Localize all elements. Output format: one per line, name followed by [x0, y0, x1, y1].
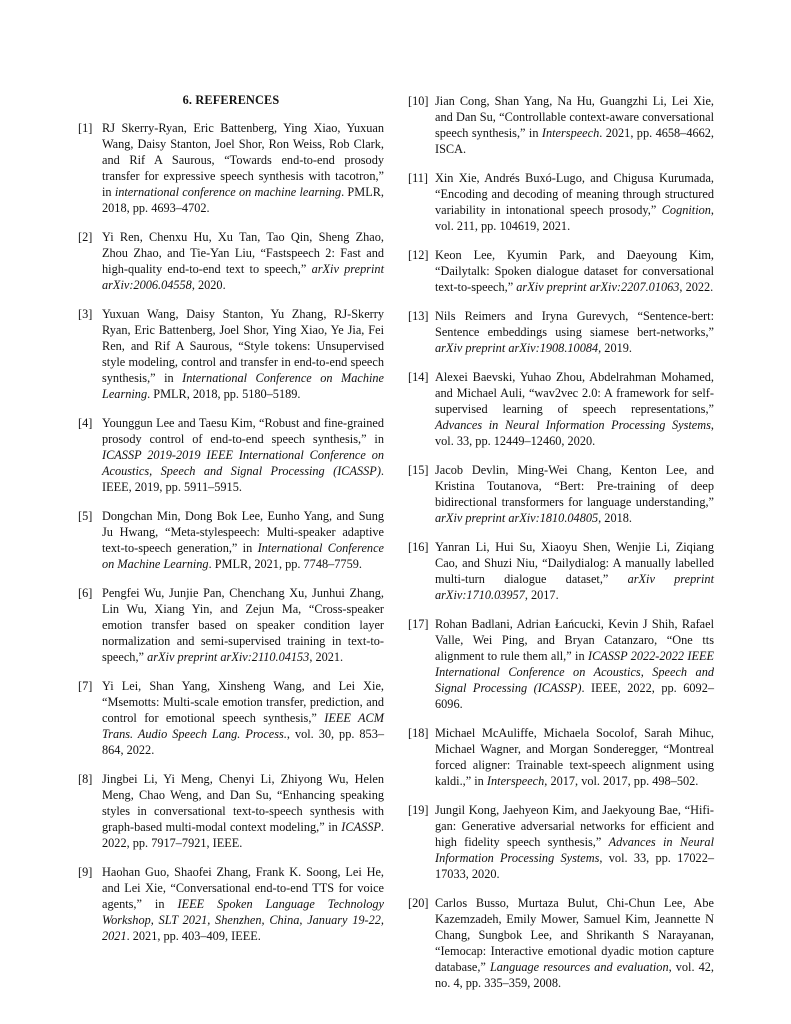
- reference-number: [4]: [78, 416, 93, 430]
- reference-number: [19]: [408, 803, 429, 817]
- reference-number: [8]: [78, 772, 93, 786]
- reference-venue: international conference on machine learning: [114, 185, 342, 199]
- reference-venue: ICASSP 2019-2019 IEEE International Conference on Acoustics, Speech and Signal Processing (ICASSP): [102, 448, 384, 478]
- reference-number: [15]: [408, 463, 429, 477]
- reference-text: Carlos Busso, Murtaza Bulut, Chi-Chun Lee, Abe Kazemzadeh, Emily Mower, Samuel Kim, Jeannette N Chang, Sungbok Lee, and Shrikanth S Narayanan, “Iemocap: Interactive emotional dyadic motion capture database,” Language resources and evaluation, vol. 42, no. 4, pp. 335–359, 2008.: [435, 896, 714, 990]
- reference-number: [14]: [408, 370, 429, 384]
- reference-text: Keon Lee, Kyumin Park, and Daeyoung Kim, “Dailytalk: Spoken dialogue dataset for conversational text-to-speech,” arXiv preprint arXiv:2207.01063, 2022.: [435, 248, 714, 294]
- reference-number: [18]: [408, 726, 429, 740]
- reference-number: [3]: [78, 307, 93, 321]
- reference-venue: Advances in Neural Information Processing Systems: [435, 418, 711, 432]
- reference-number: [6]: [78, 586, 93, 600]
- reference-venue: IEEE Spoken Language Technology Workshop, SLT 2021, Shenzhen, China, January 19-22, 2021: [102, 897, 384, 943]
- reference-number: [13]: [408, 309, 429, 323]
- reference-text: Haohan Guo, Shaofei Zhang, Frank K. Soong, Lei He, and Lei Xie, “Conversational end-to-end TTS for voice agents,” in IEEE Spoken Language Technology Workshop, SLT 2021, Shenzhen, China, January 19-22, 2021. 2021, pp. 403–409, IEEE.: [102, 865, 384, 943]
- reference-8: [78, 771, 384, 851]
- reference-text: Yanran Li, Hui Su, Xiaoyu Shen, Wenjie Li, Ziqiang Cao, and Shuzi Niu, “Dailydialog: A manually labelled multi-turn dialogue dataset,” arXiv preprint arXiv:1710.03957, 2017.: [435, 540, 714, 602]
- reference-venue: Advances in Neural Information Processing Systems: [435, 835, 714, 865]
- reference-9: [78, 864, 384, 944]
- left-column: [78, 93, 384, 957]
- reference-venue: arXiv preprint arXiv:1810.04805: [435, 511, 599, 525]
- reference-text: Yi Lei, Shan Yang, Xinsheng Wang, and Lei Xie, “Msemotts: Multi-scale emotion transfer, prediction, and control for emotional speech synthesis,” IEEE ACM Trans. Audio Speech Lang. Process., vol. 30, pp. 853–864, 2022.: [102, 679, 384, 757]
- reference-1: [78, 120, 384, 216]
- reference-venue: arXiv preprint arXiv:2006.04558: [102, 262, 384, 292]
- reference-venue: IEEE ACM Trans. Audio Speech Lang. Process.: [102, 711, 384, 741]
- reference-text: Xin Xie, Andrés Buxó-Lugo, and Chigusa Kurumada, “Encoding and decoding of meaning through structured variability in intonational speech prosody,” Cognition, vol. 211, pp. 104619, 2021.: [435, 171, 714, 233]
- reference-list-right: [408, 93, 714, 991]
- reference-text: Rohan Badlani, Adrian Łańcucki, Kevin J Shih, Rafael Valle, Wei Ping, and Bryan Catanzaro, “One tts alignment to rule them all,” in ICASSP 2022-2022 IEEE International Conference on Acoustics, Speech and Signal Processing (ICASSP). IEEE, 2022, pp. 6092–6096.: [435, 617, 715, 711]
- reference-venue: ICASSP 2022-2022 IEEE International Conference on Acoustics, Speech and Signal Processing (ICASSP): [435, 649, 714, 695]
- reference-text: Michael McAuliffe, Michaela Socolof, Sarah Mihuc, Michael Wagner, and Morgan Sonderegger, “Montreal forced aligner: Trainable text-speech alignment using kaldi.,” in Interspeech, 2017, vol. 2017, pp. 498–502.: [435, 726, 714, 788]
- reference-venue: International Conference on Machine Learning: [102, 371, 384, 401]
- reference-20: [408, 895, 714, 991]
- reference-11: [408, 170, 714, 234]
- reference-venue: arXiv preprint arXiv:1710.03957: [435, 572, 714, 602]
- reference-text: Yuxuan Wang, Daisy Stanton, Yu Zhang, RJ-Skerry Ryan, Eric Battenberg, Joel Shor, Ying Xiao, Ye Jia, Fei Ren, and Rif A Saurous, “Style tokens: Unsupervised style modeling, control and transfer in end-to-end speech synthesis,” in International Conference on Machine Learning. PMLR, 2018, pp. 5180–5189.: [102, 307, 384, 401]
- reference-number: [11]: [408, 171, 429, 185]
- section-title: 6. REFERENCES: [182, 93, 280, 107]
- reference-6: [78, 585, 384, 665]
- reference-4: [78, 415, 384, 495]
- reference-number: [12]: [408, 248, 429, 262]
- reference-venue: Cognition: [661, 203, 711, 217]
- reference-2: [78, 229, 384, 293]
- reference-number: [17]: [408, 617, 429, 631]
- reference-16: [408, 539, 714, 603]
- reference-number: [5]: [78, 509, 93, 523]
- reference-13: [408, 308, 714, 356]
- reference-venue: Interspeech: [541, 126, 600, 140]
- reference-text: Jingbei Li, Yi Meng, Chenyi Li, Zhiyong Wu, Helen Meng, Chao Weng, and Dan Su, “Enhancing speaking styles in conversational text-to-speech synthesis with graph-based multi-modal context modeling,” in ICASSP. 2022, pp. 7917–7921, IEEE.: [102, 772, 384, 850]
- reference-text: Dongchan Min, Dong Bok Lee, Eunho Yang, and Sung Ju Hwang, “Meta-stylespeech: Multi-speaker adaptive text-to-speech generation,” in International Conference on Machine Learning. PMLR, 2021, pp. 7748–7759.: [102, 509, 384, 571]
- reference-number: [9]: [78, 865, 93, 879]
- reference-text: RJ Skerry-Ryan, Eric Battenberg, Ying Xiao, Yuxuan Wang, Daisy Stanton, Joel Shor, Ron Weiss, Rob Clark, and Rif A Saurous, “Towards end-to-end prosody transfer for expressive speech synthesis with tacotron,” in international conference on machine learning. PMLR, 2018, pp. 4693–4702.: [102, 121, 384, 215]
- reference-venue: arXiv preprint arXiv:2110.04153: [147, 650, 310, 664]
- reference-text: Yi Ren, Chenxu Hu, Xu Tan, Tao Qin, Sheng Zhao, Zhou Zhao, and Tie-Yan Liu, “Fastspeech 2: Fast and high-quality end-to-end text to speech,” arXiv preprint arXiv:2006.04558, 2020.: [102, 230, 384, 292]
- reference-venue: arXiv preprint arXiv:2207.01063: [516, 280, 680, 294]
- reference-3: [78, 306, 384, 402]
- reference-text: Nils Reimers and Iryna Gurevych, “Sentence-bert: Sentence embeddings using siamese bert-networks,” arXiv preprint arXiv:1908.10084, 2019.: [435, 309, 714, 355]
- reference-text: Jian Cong, Shan Yang, Na Hu, Guangzhi Li, Lei Xie, and Dan Su, “Controllable context-aware conversational speech synthesis,” in Interspeech. 2021, pp. 4658–4662, ISCA.: [435, 94, 714, 156]
- reference-number: [1]: [78, 121, 93, 135]
- reference-10: [408, 93, 714, 157]
- reference-14: [408, 369, 714, 449]
- reference-12: [408, 247, 714, 295]
- reference-text: Pengfei Wu, Junjie Pan, Chenchang Xu, Junhui Zhang, Lin Wu, Xiang Yin, and Zejun Ma, “Cross-speaker emotion transfer based on speaker condition layer normalization and semi-supervised training in text-to-speech,” arXiv preprint arXiv:2110.04153, 2021.: [102, 586, 384, 664]
- reference-text: Jacob Devlin, Ming-Wei Chang, Kenton Lee, and Kristina Toutanova, “Bert: Pre-training of deep bidirectional transformers for language understanding,” arXiv preprint arXiv:1810.04805, 2018.: [435, 463, 714, 525]
- reference-venue: arXiv preprint arXiv:1908.10084: [435, 341, 599, 355]
- reference-19: [408, 802, 714, 882]
- reference-number: [2]: [78, 230, 93, 244]
- reference-text: Jungil Kong, Jaehyeon Kim, and Jaekyoung Bae, “Hifi-gan: Generative adversarial networks for efficient and high fidelity speech synthesis,” Advances in Neural Information Processing Systems, vol. 33, pp. 17022–17033, 2020.: [435, 803, 714, 881]
- reference-text: Younggun Lee and Taesu Kim, “Robust and fine-grained prosody control of end-to-end speech synthesis,” in ICASSP 2019-2019 IEEE International Conference on Acoustics, Speech and Signal Processing (ICASSP). IEEE, 2019, pp. 5911–5915.: [102, 416, 384, 494]
- reference-venue: ICASSP: [341, 820, 381, 834]
- reference-venue: Language resources and evaluation: [489, 960, 669, 974]
- reference-17: [408, 616, 714, 712]
- reference-number: [20]: [408, 896, 429, 910]
- reference-number: [16]: [408, 540, 429, 554]
- right-column: [408, 93, 714, 1004]
- reference-7: [78, 678, 384, 758]
- reference-15: [408, 462, 714, 526]
- reference-5: [78, 508, 384, 572]
- reference-18: [408, 725, 714, 789]
- reference-number: [10]: [408, 94, 429, 108]
- reference-list-left: [78, 120, 384, 944]
- reference-text: Alexei Baevski, Yuhao Zhou, Abdelrahman Mohamed, and Michael Auli, “wav2vec 2.0: A framework for self-supervised learning of speech representations,” Advances in Neural Information Processing Systems, vol. 33, pp. 12449–12460, 2020.: [435, 370, 714, 448]
- reference-venue: Interspeech: [486, 774, 545, 788]
- reference-number: [7]: [78, 679, 93, 693]
- reference-venue: International Conference on Machine Learning: [102, 541, 384, 571]
